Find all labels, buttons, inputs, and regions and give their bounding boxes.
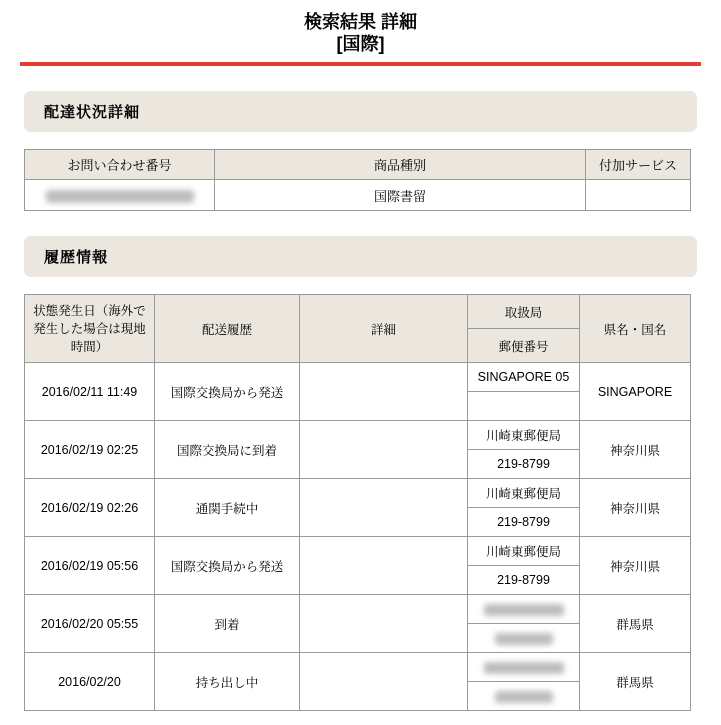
red-divider xyxy=(20,62,701,66)
zip-cell: 219-8799 xyxy=(468,450,580,479)
zip-cell: 219-8799 xyxy=(468,566,580,595)
history-row xyxy=(25,595,691,624)
column-header-tracking-number: お問い合わせ番号 xyxy=(25,150,215,180)
office-cell: 川崎東郵便局 xyxy=(468,421,580,450)
delivery-history-cell: 到着 xyxy=(155,595,300,653)
zip-cell xyxy=(468,624,580,653)
delivery-history-cell: 国際交換局に到着 xyxy=(155,421,300,479)
zip-cell xyxy=(468,682,580,711)
history-row xyxy=(25,421,691,450)
zip-cell xyxy=(468,392,580,421)
section-heading-history: 履歴情報 xyxy=(24,236,697,277)
redacted-zip-code xyxy=(495,633,553,645)
page-title-line1: 検索結果 詳細 xyxy=(303,12,417,32)
office-cell xyxy=(468,653,580,682)
detail-cell xyxy=(300,479,468,537)
detail-cell xyxy=(300,595,468,653)
delivery-history-cell: 国際交換局から発送 xyxy=(155,363,300,421)
history-row xyxy=(25,653,691,682)
column-header-detail: 詳細 xyxy=(300,295,468,363)
status-date-cell: 2016/02/20 xyxy=(25,653,155,711)
delivery-status-table xyxy=(24,149,691,211)
tracking-number-cell xyxy=(25,180,215,211)
delivery-history-cell: 通関手続中 xyxy=(155,479,300,537)
column-header-delivery-history: 配送履歴 xyxy=(155,295,300,363)
history-row xyxy=(25,537,691,566)
office-cell: 川崎東郵便局 xyxy=(468,537,580,566)
column-header-status-date: 状態発生日（海外で発生した場合は現地時間） xyxy=(25,295,155,363)
column-header-zip: 郵便番号 xyxy=(468,329,580,363)
redacted-office-name xyxy=(484,604,564,616)
column-header-prefecture: 県名・国名 xyxy=(580,295,691,363)
prefecture-cell: 群馬県 xyxy=(580,595,691,653)
prefecture-cell: 神奈川県 xyxy=(580,421,691,479)
status-date-cell: 2016/02/11 11:49 xyxy=(25,363,155,421)
history-row xyxy=(25,363,691,392)
zip-cell: 219-8799 xyxy=(468,508,580,537)
bottom-spacer xyxy=(0,711,721,724)
redacted-zip-code xyxy=(495,691,553,703)
detail-cell xyxy=(300,421,468,479)
delivery-history-cell: 持ち出し中 xyxy=(155,653,300,711)
item-type-cell: 国際書留 xyxy=(215,180,586,211)
redacted-tracking-number xyxy=(46,190,194,203)
detail-cell xyxy=(300,653,468,711)
detail-cell xyxy=(300,363,468,421)
column-header-office: 取扱局 xyxy=(468,295,580,329)
section-heading-delivery-status: 配達状況詳細 xyxy=(24,91,697,132)
history-header-row-1 xyxy=(25,295,691,329)
column-header-item-type: 商品種別 xyxy=(215,150,586,180)
office-cell xyxy=(468,595,580,624)
history-table xyxy=(24,294,691,711)
prefecture-cell: 群馬県 xyxy=(580,653,691,711)
prefecture-cell: 神奈川県 xyxy=(580,537,691,595)
history-row xyxy=(25,479,691,508)
delivery-status-value-row xyxy=(25,180,691,211)
status-date-cell: 2016/02/19 02:25 xyxy=(25,421,155,479)
additional-service-cell xyxy=(586,180,691,211)
office-cell: 川崎東郵便局 xyxy=(468,479,580,508)
prefecture-cell: SINGAPORE xyxy=(580,363,691,421)
column-header-additional-service: 付加サービス xyxy=(586,150,691,180)
delivery-history-cell: 国際交換局から発送 xyxy=(155,537,300,595)
delivery-status-header-row xyxy=(25,150,691,180)
status-date-cell: 2016/02/20 05:55 xyxy=(25,595,155,653)
status-date-cell: 2016/02/19 05:56 xyxy=(25,537,155,595)
page-title xyxy=(0,0,721,55)
redacted-office-name xyxy=(484,662,564,674)
status-date-cell: 2016/02/19 02:26 xyxy=(25,479,155,537)
detail-cell xyxy=(300,537,468,595)
prefecture-cell: 神奈川県 xyxy=(580,479,691,537)
office-cell: SINGAPORE 05 xyxy=(468,363,580,392)
page-title-line2: [国際] xyxy=(336,33,385,54)
